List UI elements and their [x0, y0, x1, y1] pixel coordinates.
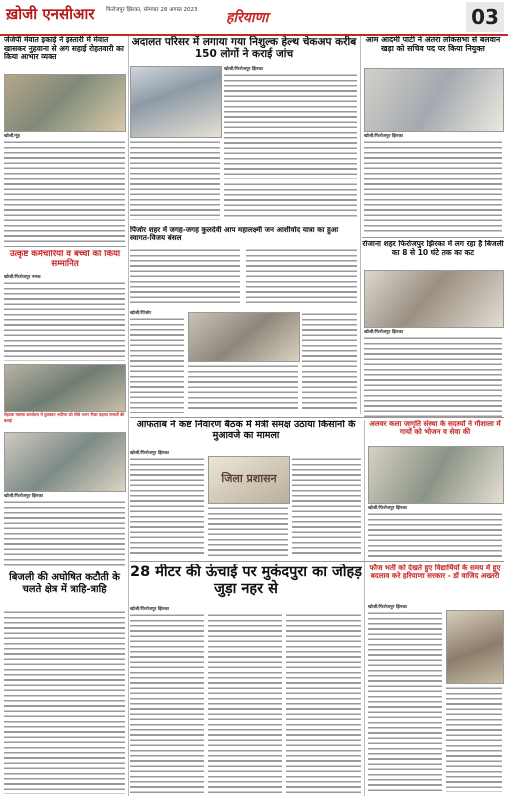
- column-rule: [364, 420, 365, 796]
- article-body: [130, 140, 220, 220]
- article-photo: [4, 432, 126, 492]
- article-headline: आम आदमी पार्टी ने अंतरा लोकसभा से बलवान खड़ा को सचिव पद पर किया नियुक्त: [365, 36, 501, 53]
- article-byline: खोजी/फिरोजपुर झिरका: [130, 607, 169, 612]
- article-body: [302, 312, 357, 412]
- article-headline: अदालत परिसर में लगाया गया निशुल्क हेल्थ चेकअप करीब 150 लोगों ने कराई जांच: [131, 36, 357, 61]
- article-body: [4, 281, 125, 361]
- article-byline: खोजी/फिरोजपुर झिरका: [4, 494, 43, 499]
- article-body: [208, 613, 282, 793]
- horizontal-rule: [130, 561, 504, 562]
- article-gaushala: [366, 420, 504, 560]
- article-byline: खोजी/पिंजोर: [130, 311, 152, 316]
- article-johad: [130, 564, 362, 796]
- article-body: [364, 336, 502, 418]
- article-body: [224, 182, 357, 220]
- dateline: फिरोजपुर झिरका, सोमवार 28 अगस्त 2023: [106, 7, 198, 13]
- article-headline: फौज भर्ती को देखते हुए विद्यार्थियों के समय में हुए बदलाव करे हरियाणा सरकार - डॉ वाजिद अख्तरी: [369, 564, 501, 581]
- article-body: [130, 613, 204, 793]
- article-power-cut: [362, 240, 504, 420]
- article-photo: [4, 74, 126, 132]
- article-honour: [4, 250, 126, 428]
- article-body: [224, 73, 357, 179]
- column-rule: [128, 36, 129, 796]
- column-rule: [360, 36, 361, 414]
- article-electricity: [4, 432, 126, 796]
- article-body: [4, 140, 125, 244]
- article-headline: रोजाना शहर फिरोजपुर झिरका में लग रहा है बिजली का 8 से 10 घंटे तक का कट: [362, 240, 504, 257]
- article-kisan: [130, 420, 362, 560]
- page-number: 03: [466, 2, 504, 32]
- article-body: [188, 364, 298, 412]
- article-byline: खोजी/फिरोजपुर झिरका: [368, 506, 407, 511]
- article-yatra: [130, 226, 358, 306]
- article-body: [130, 248, 240, 304]
- section-title: हरियाणा: [226, 10, 269, 26]
- article-photo: [364, 68, 504, 132]
- article-headline: आफताब ने कष्ट निवारण बैठक में मंत्री समक्ष उठाया किसानों के मुआवजे का मामला: [136, 420, 356, 441]
- article-byline: खोजी/नूंह: [4, 134, 20, 139]
- article-headline: उत्कृष्ट कर्मचारियों व बच्चों को किया सम्मानित: [9, 250, 121, 269]
- article-headline: बिजली की अघोषित कटौती के चलते क्षेत्र में त्राहि-त्राहि: [9, 572, 120, 595]
- article-health-camp: [130, 36, 358, 222]
- page-header: [0, 0, 508, 36]
- article-body: [246, 248, 357, 304]
- article-photo: [130, 66, 222, 138]
- photo-banner: जिला प्रशासन: [221, 472, 277, 485]
- article-byline: खोजी/फिरोजपुर झिरका: [130, 451, 169, 456]
- article-photo: [446, 610, 504, 684]
- article-aap: [362, 36, 504, 236]
- article-body: [4, 610, 125, 794]
- article-byline: खोजी/फिरोजपुर झिरका: [364, 134, 403, 139]
- article-body: [130, 457, 204, 557]
- article-headline: पिंजोर शहर में जगह-जगह कुलदेवी आप महालक्ष्मी जन आशीर्वाद यात्रा का हुआ स्वागत-विजय बंसल: [130, 226, 339, 243]
- article-army-recruitment: [366, 564, 504, 796]
- article-body: [368, 512, 502, 558]
- article-body: [364, 140, 502, 234]
- article-photo: [4, 364, 126, 412]
- article-jjp: [4, 36, 126, 246]
- article-headline: अलवर कला जागृति संस्था के सदस्यों ने गौशाला में गायों को भोजन व सेवा की: [369, 420, 501, 437]
- article-byline: खोजी/फिरोजपुर झिरका: [224, 67, 263, 72]
- article-body: [208, 506, 288, 556]
- article-photo: [364, 270, 504, 328]
- horizontal-rule: [130, 417, 504, 418]
- horizontal-rule: [362, 237, 504, 238]
- article-photo: [208, 456, 290, 504]
- article-body: [4, 500, 125, 568]
- article-yatra-extra: [130, 310, 358, 414]
- article-byline: खोजी/फिरोजपुर झिरका: [364, 330, 403, 335]
- article-photo: [188, 312, 300, 362]
- article-body: [292, 457, 361, 557]
- article-body: [446, 686, 502, 792]
- article-headline: जेजेपी मेवात इकाई ने इस्तारी में मेवात खासकर नुहवाना से अग सहाई रोहतवारी का किया आभार व्यक्त: [4, 36, 124, 62]
- article-headline: 28 मीटर की ऊंचाई पर मुकंदपुरा का जोहड़ जुड़ा नहर से: [130, 564, 362, 597]
- masthead: ख़ोजी एनसीआर: [6, 5, 95, 23]
- photo-caption: रोहतक मलाया कार्यालय में पुलकात भाटिया को सीधे भवन नीजा महत्वा मामलों की बधाई: [4, 412, 125, 423]
- article-body: [286, 613, 361, 793]
- article-body: [130, 317, 184, 413]
- article-photo: [368, 446, 504, 504]
- article-body: [368, 611, 442, 793]
- article-byline: खोजी/फिरोजपुर झिरका: [368, 605, 407, 610]
- horizontal-rule: [4, 246, 126, 247]
- article-byline: खोजी/फिरोजपुर नमक: [4, 275, 41, 280]
